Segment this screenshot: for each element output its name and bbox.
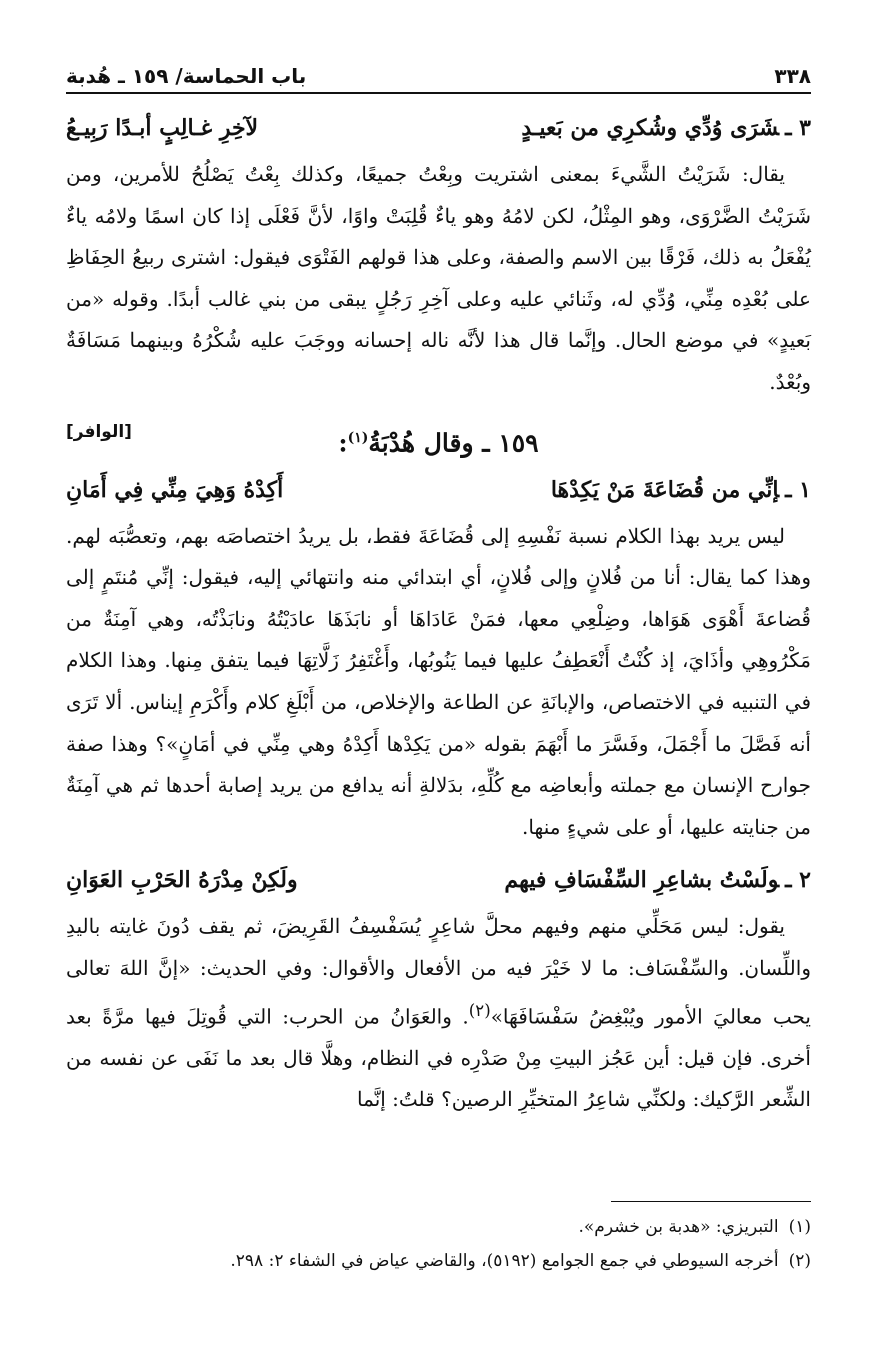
poem-title-text: ١٥٩ ـ وقال هُدْبَةُ <box>368 427 539 457</box>
verse-2-first-hemistich-text: ولَسْتُ بشاعِرِ السِّفْسَافِ فيهم <box>504 867 780 894</box>
footnote-ref-2: (٢) <box>468 1000 491 1020</box>
verse-2-first-hemistich <box>504 860 811 900</box>
verse-1-first-hemistich <box>551 470 811 510</box>
verse-1-number: ١ ـ <box>785 476 811 503</box>
footnote-ref-1: (١) <box>347 429 369 446</box>
running-header <box>66 58 811 88</box>
verse-3-first-hemistich <box>521 108 811 148</box>
footnote-1 <box>66 1210 811 1244</box>
footnote-rule <box>611 1201 811 1202</box>
commentary-verse-2 <box>66 906 811 1121</box>
page-body <box>66 108 811 1121</box>
verse-1-second-hemistich: أَكِدْهُ وَهِيَ مِنِّي فِي أَمَانِ <box>66 476 284 503</box>
footnote-1-number: (١) <box>788 1217 811 1237</box>
commentary-verse-2-part2: . والعَوَانُ من الحرب: التي قُوتِلَ فيها مرَّةً بعد أخرى. فإن قيل: أين عَجُز البيتِ مِنْ صَدْرِه في النظام، وهلَّا قال بعد ما نَفَى عن نفسه من الشِّعر الرَّكيك: ولكنِّي شاعِرُ المتخيِّرِ الرصين؟ قلتُ: إنَّما <box>66 1004 811 1112</box>
verse-1 <box>66 470 811 510</box>
verse-3 <box>66 108 811 148</box>
running-title: باب الحماسة/ ١٥٩ ـ هُدبة <box>66 64 307 88</box>
header-rule <box>66 92 811 94</box>
verse-3-first-hemistich-text: شَرَى وُدِّي وشُكرِي من بَعيـدٍ <box>521 115 780 141</box>
commentary-verse-2-part1: يقول: ليس مَحَلِّي منهم وفيهم محلَّ شاعِرٍ يُسَفْسِفُ القَرِيضَ، ثم يقف دُونَ غايته باليدِ واللِّسان. والسِّفْسَاف: ما لا خَيْرَ فيه من الأفعال والأقوال: وفي الحديث: «إنَّ اللهَ تعالى يحب معاليَ الأمور ويُبْغِضُ سَفْسَافَهَا» <box>66 914 811 1029</box>
footnote-2-text: أخرجه السيوطي في جمع الجوامع (٥١٩٢)، والقاضي عياض في الشفاء ٢: ٢٩٨. <box>230 1251 779 1271</box>
footnotes <box>66 1210 811 1278</box>
verse-3-number: ٣ ـ <box>785 115 811 141</box>
page-number: ٣٣٨ <box>774 64 811 88</box>
footnote-1-text: التبريزي: «هدبة بن خشرم». <box>578 1217 779 1237</box>
commentary-verse-1: ليس يريد بهذا الكلام نسبة نَفْسِهِ إلى قُضَاعَةَ فقط، بل يريدُ اختصاصَه بهم، وتعصُّبَه لهم. وهذا كما يقال: أنا من فُلانٍ وإلى فُلانٍ، أي ابتدائي منه وانتهائي إليه، فيقول: إنِّي مُنتَمٍ إلى قُضاعةَ أَهْوَى هَوَاها، وضِلْعِي معها، فمَنْ عَادَاهَا أو نابَذَهَا عادَيْتُهُ ونابَذْتُه، وهي آمِنَةٌ من مَكْرُوهِي وأذَايَ، إذ كُنْتُ أَنْعَطِفُ عليها فيما يَنُوبُها، وأَغْتَفِرُ زَلَّاتِهَا فيما يتفق مِنها. وهذا الكلام في التنبيه في الاختصاص، والإبانَةِ عن الطاعة والإخلاص، من أَبْلَغِ كلام وأَكْرَمِ إيناس. ألا تَرَى أنه فَصَّلَ ما أَجْمَلَ، وفَسَّرَ ما أَبْهَمَ بقوله «من يَكِدْها أَكِدْهُ وهي مِنِّي في أمَانٍ»؟ وهذا صفة جوارح الإنسان مع جملته وأبعاضِه مع كُلِّهِ، بدَلالةِ أنه يدافع من يريد إصابة أحدها ثم هي آمِنَةٌ من جنايته عليها، أو على شيءٍ منها. <box>66 523 811 839</box>
commentary-verse-3: يقال: شَرَيْتُ الشَّيءَ بمعنى اشتريت وبِعْتُ جميعًا، وكذلك بِعْتُ يَصْلُحُ للأمرين، ومن شَرَيْتُ الضَّرْوَى، وهو المِثْلُ، لكن لامُهُ وهو ياءٌ قُلِبَتْ واوًا، لأنَّ فَعْلَى إذا كان اسمًا ولامُه ياءٌ يُفْعَلُ به ذلك، فَرْقًا بين الاسم والصفة، وعلى هذا قولهم الفَتْوَى فيقول: اشترى ربيعُ الحِفَاظِ على بُعْدِه مِنِّي، وُدِّي له، وثَنائي عليه وعلى آخِرِ رَجُلٍ يبقى من بني غالب أبدًا. وقوله «من بَعيدٍ» في موضع الحال. وإنَّما قال هذا لأنَّه ناله إحسانه ووجَبَ عليه شُكْرُهُ وبينهما مَسَافَةٌ وبُعْدٌ. <box>66 162 811 394</box>
verse-2 <box>66 860 811 900</box>
footnote-2 <box>66 1244 811 1278</box>
verse-2-number: ٢ ـ <box>785 867 811 894</box>
verse-2-second-hemistich: ولَكِنْ مِدْرَهُ الحَرْبِ العَوَانِ <box>66 867 298 894</box>
verse-3-second-hemistich: لآخِرِ غـالِبٍ أبـدًا رَبِيـعُ <box>66 115 259 141</box>
footnote-2-number: (٢) <box>788 1251 811 1271</box>
verse-1-first-hemistich-text: إنِّي من قُضَاعَةَ مَنْ يَكِدْهَا <box>550 476 780 503</box>
poem-title <box>66 416 811 465</box>
poem-title-colon: : <box>338 427 348 457</box>
poem-heading <box>66 416 811 460</box>
poem-meter: [الوافر] <box>66 421 132 442</box>
